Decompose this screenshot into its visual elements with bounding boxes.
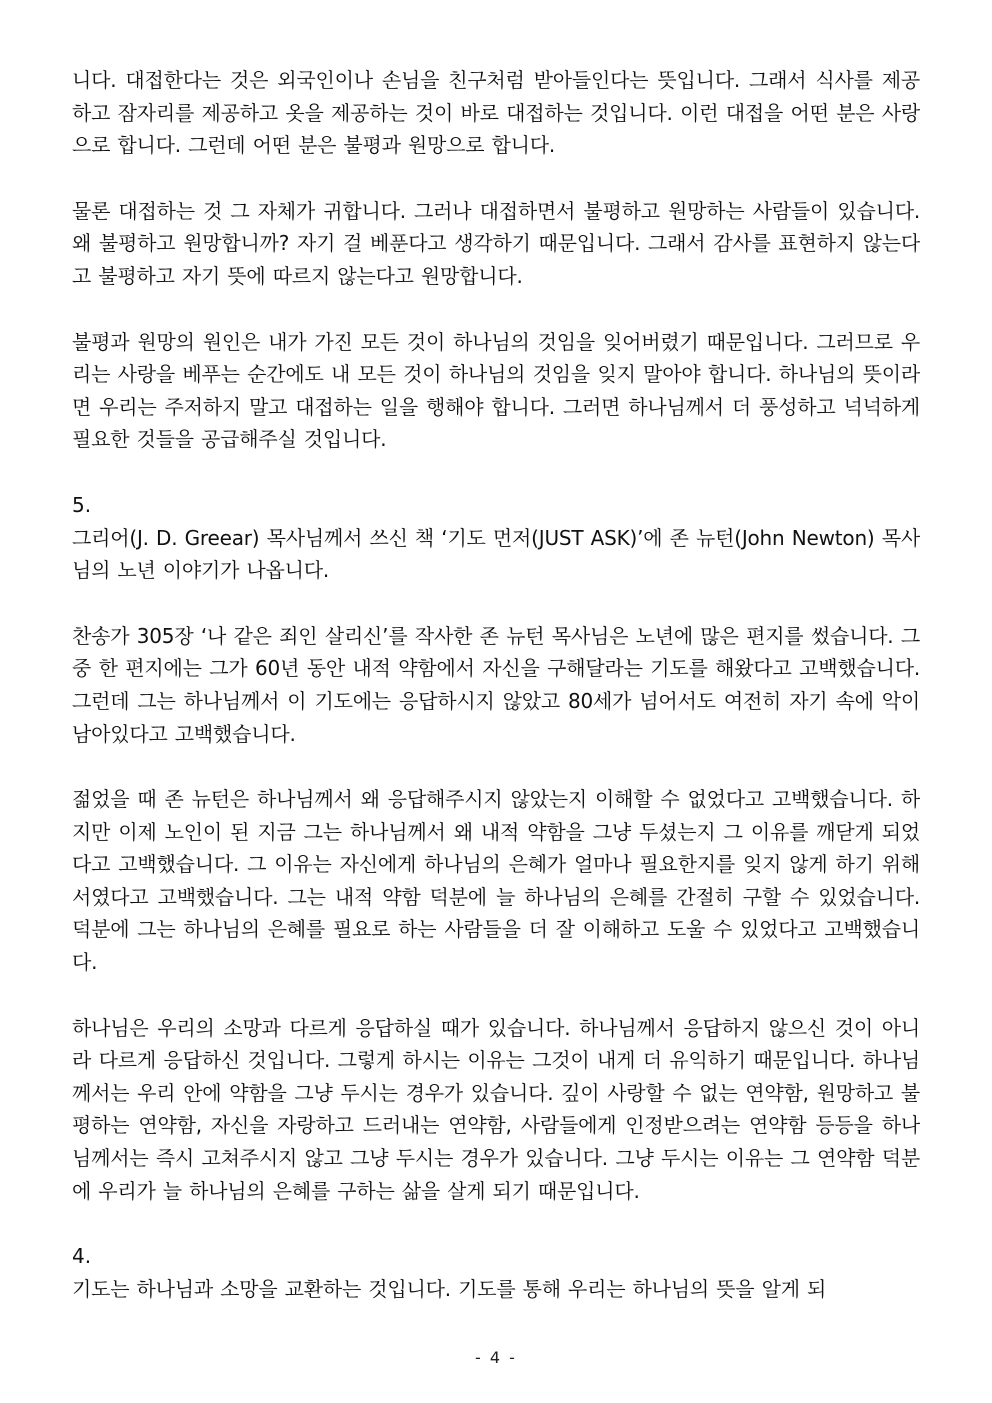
paragraph: 불평과 원망의 원인은 내가 가진 모든 것이 하나님의 것임을 잊어버렸기 때문입니다. 그러므로 우리는 사랑을 베푸는 순간에도 내 모든 것이 하나님의 것임을 잊지 말아야 합니다. 하나님의 뜻이라면 우리는 주저하지 말고 대접하는 일을 행해야 합니다. 그러면 하나님께서 더 풍성하고 넉넉하게 필요한 것들을 공급해주실 것입니다. [72,329,920,452]
paragraph: 니다. 대접한다는 것은 외국인이나 손님을 친구처럼 받아들인다는 뜻입니다. 그래서 식사를 제공하고 잠자리를 제공하고 옷을 제공하는 것이 바로 대접하는 것입니다. 이런 대접을 어떤 분은 사랑으로 합니다. 그런데 어떤 분은 불평과 원망으로 합니다. [72,68,920,158]
paragraph: 젊었을 때 존 뉴턴은 하나님께서 왜 응답해주시지 않았는지 이해할 수 없었다고 고백했습니다. 하지만 이제 노인이 된 지금 그는 하나님께서 왜 내적 약함을 그냥 두셨는지 그 이유를 깨닫게 되었다고 고백했습니다. 그 이유는 자신에게 하나님의 은혜가 얼마나 필요한지를 잊지 않게 하기 위해서였다고 고백했습니다. 그는 내적 약함 덕분에 늘 하나님의 은혜를 간절히 구할 수 있었습니다. 덕분에 그는 하나님의 은혜를 필요로 하는 사람들을 더 잘 이해하고 도울 수 있었다고 고백했습니다. [72,787,920,975]
paragraph: 찬송가 305장 ‘나 같은 죄인 살리신’를 작사한 존 뉴턴 목사님은 노년에 많은 편지를 썼습니다. 그중 한 편지에는 그가 60년 동안 내적 약함에서 자신을 구해달라는 기도를 해왔다고 고백했습니다. 그런데 그는 하나님께서 이 기도에는 응답하시지 않았고 80세가 넘어서도 여전히 자기 속에 악이 남아있다고 고백했습니다. [72,623,920,746]
section-number: 4. [72,1244,92,1269]
page-number: - 4 - [475,1348,517,1367]
paragraph: 하나님은 우리의 소망과 다르게 응답하실 때가 있습니다. 하나님께서 응답하지 않으신 것이 아니라 다르게 응답하신 것입니다. 그렇게 하시는 이유는 그것이 내게 더 유익하기 때문입니다. 하나님께서는 우리 안에 약함을 그냥 두시는 경우가 있습니다. 깊이 사랑할 수 없는 연약함, 원망하고 불평하는 연약함, 자신을 자랑하고 드러내는 연약함, 사람들에게 인정받으려는 연약함 등등을 하나님께서는 즉시 고쳐주시지 않고 그냥 두시는 경우가 있습니다. 그냥 두시는 이유는 그 연약함 덕분에 우리가 늘 하나님의 은혜를 구하는 삶을 살게 되기 때문입니다. [72,1015,920,1203]
document-page [72,64,920,1305]
paragraph: 물론 대접하는 것 그 자체가 귀합니다. 그러나 대접하면서 불평하고 원망하는 사람들이 있습니다. 왜 불평하고 원망합니까? 자기 걸 베푼다고 생각하기 때문입니다. 그래서 감사를 표현하지 않는다고 불평하고 자기 뜻에 따르지 않는다고 원망합니다. [72,198,920,288]
section-number: 5. [72,492,92,517]
paragraph: 기도는 하나님과 소망을 교환하는 것입니다. 기도를 통해 우리는 하나님의 뜻을 알게 되 [72,1276,827,1301]
section-intro: 그리어(J. D. Greear) 목사님께서 쓰신 책 ‘기도 먼저(JUST ASK)’에 존 뉴턴(John Newton) 목사님의 노년 이야기가 나옵니다. [72,525,920,583]
